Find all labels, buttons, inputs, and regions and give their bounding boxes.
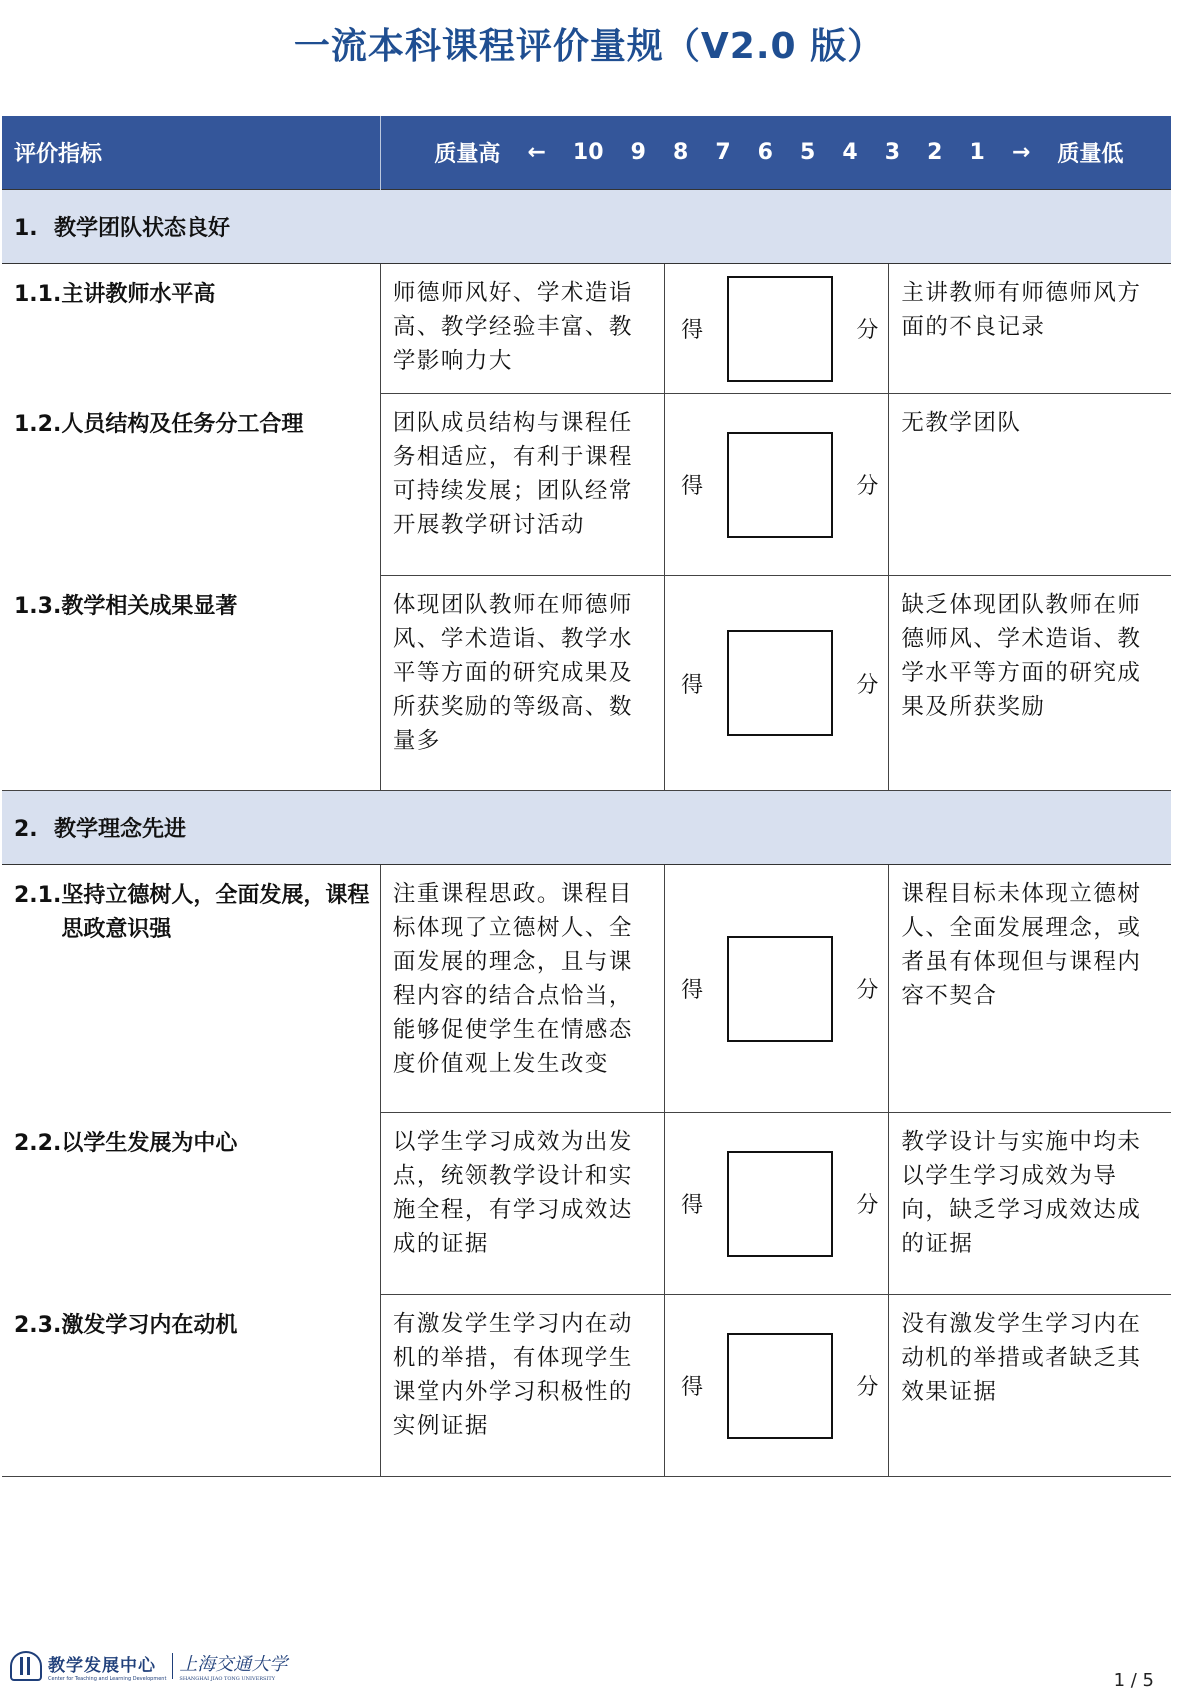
score-label-fen: 分 bbox=[856, 318, 879, 343]
indicator-name: 以学生发展为中心 bbox=[61, 1130, 238, 1156]
high-quality-description: 师德师风好、学术造诣高、教学经验丰富、教学影响力大 bbox=[380, 264, 664, 394]
score-label-fen: 分 bbox=[856, 978, 879, 1003]
indicator-name: 激发学习内在动机 bbox=[61, 1312, 238, 1338]
scale-10: 10 bbox=[572, 140, 604, 165]
score-label-fen: 分 bbox=[856, 672, 879, 698]
score-label-fen: 分 bbox=[856, 1375, 879, 1400]
ctld-name: 教学发展中心 bbox=[48, 1655, 156, 1676]
high-quality-description: 团队成员结构与课程任务相适应，有利于课程可持续发展；团队经常开展教学研讨活动 bbox=[380, 394, 664, 576]
score-label-de: 得 bbox=[681, 1193, 704, 1218]
sjtu-name: 上海交通大学 bbox=[179, 1654, 288, 1675]
rubric-table bbox=[2, 116, 1171, 1477]
scale-3: 3 bbox=[884, 140, 901, 165]
section-row bbox=[2, 791, 1171, 865]
section-number: 2. bbox=[14, 817, 38, 842]
indicator-number: 1.1. bbox=[14, 282, 62, 307]
score-label-fen: 分 bbox=[856, 1193, 879, 1218]
indicator-number: 1.2. bbox=[14, 411, 62, 437]
logo-divider bbox=[172, 1653, 173, 1679]
indicator-name: 主讲教师水平高 bbox=[61, 282, 216, 307]
ctld-name-en: Center for Teaching and Learning Development bbox=[48, 1675, 167, 1682]
score-label-de: 得 bbox=[681, 474, 704, 499]
indicator-number: 2.2. bbox=[14, 1130, 62, 1156]
arrow-right-icon: → bbox=[1011, 140, 1031, 165]
score-input-box[interactable] bbox=[727, 936, 833, 1042]
score-label-de: 得 bbox=[681, 1375, 704, 1400]
page-number: 1 / 5 bbox=[1113, 1670, 1154, 1691]
score-label-de: 得 bbox=[681, 978, 704, 1003]
high-quality-description: 有激发学生学习内在动机的举措，有体现学生课堂内外学习积极性的实例证据 bbox=[380, 1295, 664, 1477]
section-title: 教学团队状态良好 bbox=[54, 216, 231, 241]
footer-logo bbox=[10, 1650, 287, 1682]
scale-9: 9 bbox=[630, 140, 646, 165]
low-quality-description: 教学设计与实施中均未以学生学习成效为导向，缺乏学习成效达成的证据 bbox=[889, 1113, 1171, 1295]
indicator-number: 2.3. bbox=[14, 1312, 62, 1338]
table-row bbox=[2, 394, 1171, 576]
high-quality-description: 注重课程思政。课程目标体现了立德树人、全面发展的理念，且与课程内容的结合点恰当，能够促使学生在情感态度价值观上发生改变 bbox=[380, 865, 664, 1113]
low-quality-description: 主讲教师有师德师风方面的不良记录 bbox=[889, 264, 1171, 394]
indicator-number: 2.1. bbox=[14, 883, 62, 908]
low-quality-label: 质量低 bbox=[1057, 142, 1124, 167]
table-row bbox=[2, 264, 1171, 394]
score-label-de: 得 bbox=[681, 672, 704, 698]
scale-5: 5 bbox=[800, 140, 816, 165]
sjtu-name-en: SHANGHAI JIAO TONG UNIVERSITY bbox=[179, 1676, 276, 1682]
indicator-header: 评价指标 bbox=[2, 116, 380, 190]
high-quality-label: 质量高 bbox=[434, 142, 501, 167]
score-label-fen: 分 bbox=[856, 474, 879, 499]
score-label-de: 得 bbox=[681, 318, 704, 343]
indicator-name: 教学相关成果显著 bbox=[61, 593, 238, 619]
section-title: 教学理念先进 bbox=[54, 817, 187, 842]
high-quality-description: 以学生学习成效为出发点，统领教学设计和实施全程，有学习成效达成的证据 bbox=[380, 1113, 664, 1295]
low-quality-description: 缺乏体现团队教师在师德师风、学术造诣、教学水平等方面的研究成果及所获奖励 bbox=[889, 576, 1171, 791]
table-row bbox=[2, 1295, 1171, 1477]
low-quality-description: 课程目标未体现立德树人、全面发展理念，或者虽有体现但与课程内容不契合 bbox=[889, 865, 1171, 1113]
high-quality-description: 体现团队教师在师德师风、学术造诣、教学水平等方面的研究成果及所获奖励的等级高、数量多 bbox=[380, 576, 664, 791]
scale-2: 2 bbox=[927, 140, 943, 165]
section-row bbox=[2, 190, 1171, 264]
score-input-box[interactable] bbox=[727, 432, 833, 538]
low-quality-description: 没有激发学生学习内在动机的举措或者缺乏其效果证据 bbox=[889, 1295, 1171, 1477]
score-input-box[interactable] bbox=[727, 1333, 833, 1439]
table-header bbox=[2, 116, 1171, 190]
indicator-name: 人员结构及任务分工合理 bbox=[61, 411, 304, 437]
score-input-box[interactable] bbox=[727, 630, 833, 736]
scale-7: 7 bbox=[715, 140, 731, 165]
scale-header bbox=[380, 116, 1171, 190]
scale-1: 1 bbox=[969, 140, 985, 165]
ctld-logo-icon bbox=[10, 1651, 42, 1681]
arrow-left-icon: ← bbox=[527, 140, 546, 165]
scale-8: 8 bbox=[672, 140, 689, 165]
scale-4: 4 bbox=[842, 140, 858, 165]
low-quality-description: 无教学团队 bbox=[889, 394, 1171, 576]
table-row bbox=[2, 576, 1171, 791]
indicator-number: 1.3. bbox=[14, 593, 62, 619]
scale-6: 6 bbox=[757, 140, 773, 165]
indicator-name: 坚持立德树人，全面发展，课程思政意识强 bbox=[61, 883, 370, 942]
score-input-box[interactable] bbox=[727, 1151, 833, 1257]
table-row bbox=[2, 865, 1171, 1113]
table-row bbox=[2, 1113, 1171, 1295]
page-title: 一流本科课程评价量规（V2.0 版） bbox=[293, 26, 885, 67]
section-number: 1. bbox=[14, 216, 38, 241]
score-input-box[interactable] bbox=[727, 276, 833, 382]
